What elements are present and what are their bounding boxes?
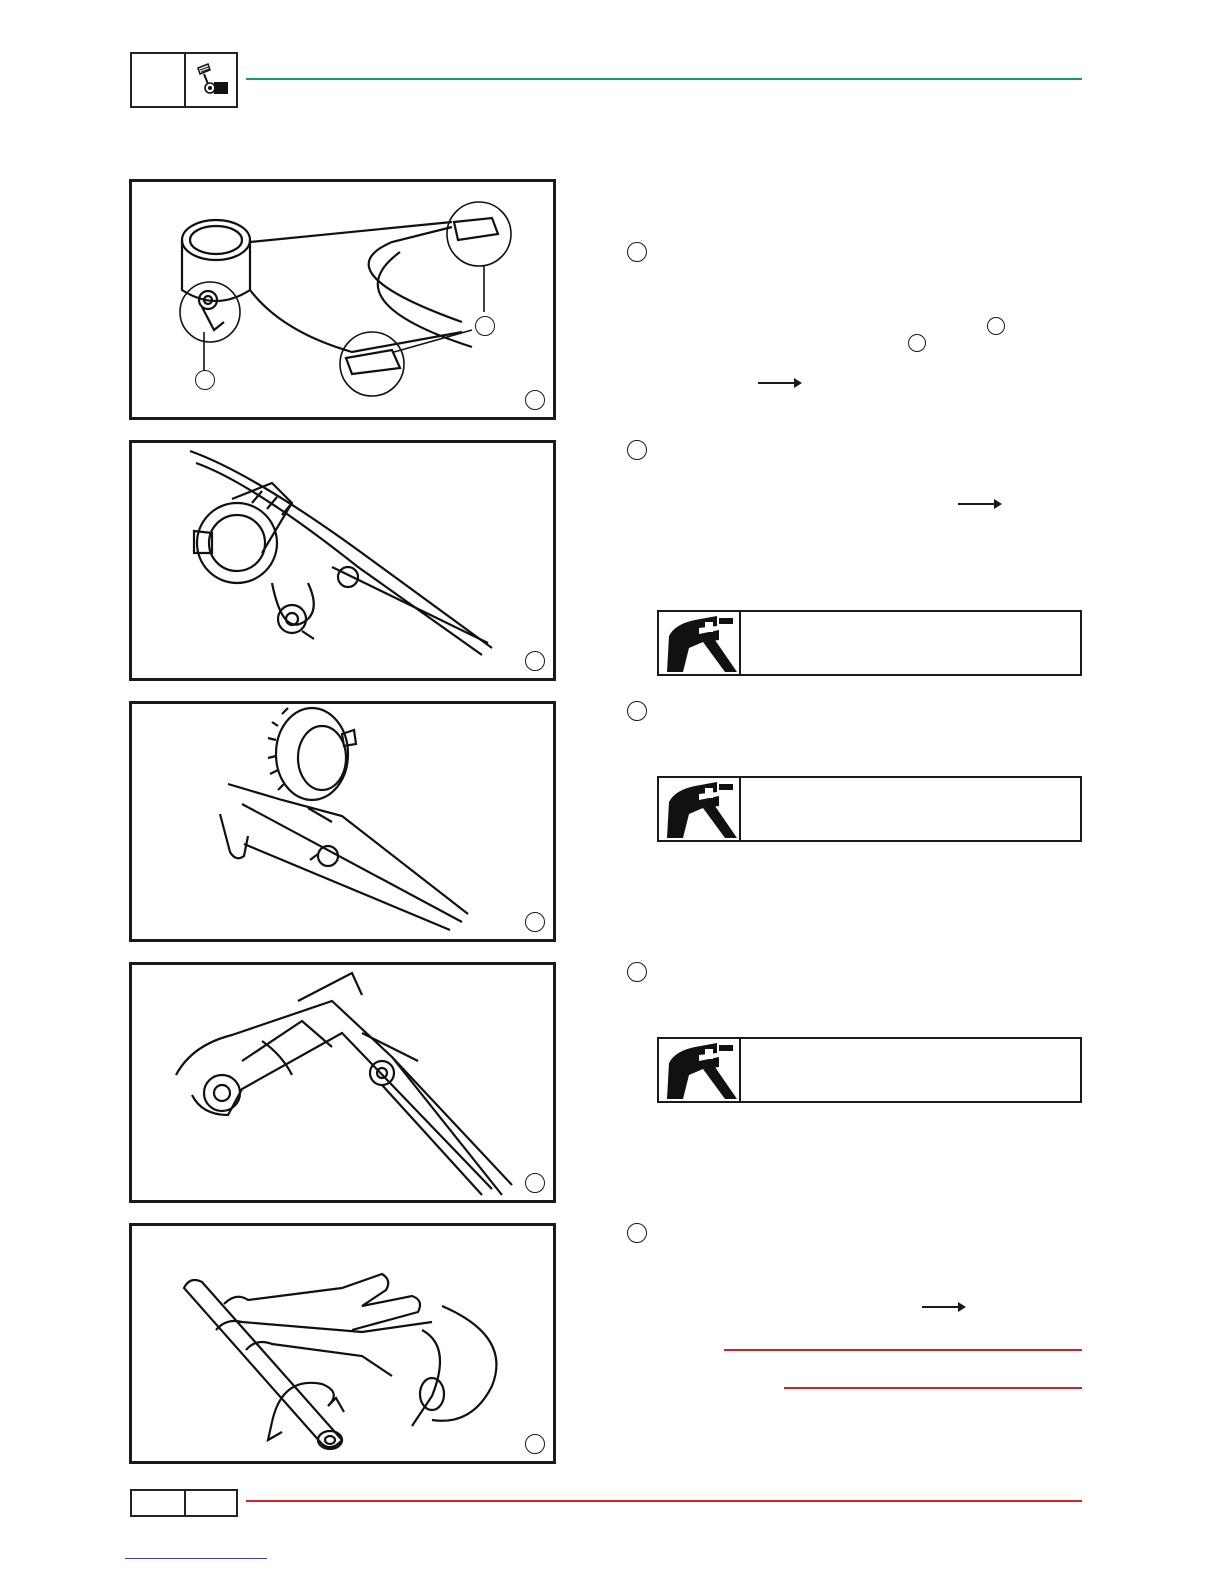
result-arrow <box>758 382 800 384</box>
footer-link-underline[interactable] <box>125 1558 267 1559</box>
step-marker-circle <box>627 242 647 262</box>
caliper-icon <box>659 612 741 674</box>
step-marker-circle <box>627 701 647 721</box>
figure-label-circle <box>525 912 545 932</box>
caliper-icon <box>659 778 741 840</box>
header-section-box <box>130 52 238 108</box>
spec-box <box>657 776 1082 842</box>
figure-label-circle <box>525 1434 545 1454</box>
note-rule <box>724 1349 1082 1351</box>
spec-box <box>657 610 1082 676</box>
figure-label-circle <box>525 390 545 410</box>
result-arrow <box>958 503 1000 505</box>
shaft-roll-illustration <box>129 1223 556 1464</box>
callout-circle <box>195 370 215 390</box>
result-arrow <box>922 1306 964 1308</box>
disassembly-icon <box>192 60 232 105</box>
step-marker-circle <box>627 962 647 982</box>
figure-label-circle <box>525 651 545 671</box>
callout-reference-circle <box>987 317 1005 335</box>
cam-groove-measure-illustration <box>129 962 556 1203</box>
note-rule <box>784 1387 1082 1389</box>
callout-circle <box>475 316 495 336</box>
footer-divider <box>184 1491 186 1515</box>
header-rule <box>246 78 1082 80</box>
gear-slot-measure-illustration <box>129 701 556 942</box>
fork-pawl-measure-illustration <box>129 440 556 681</box>
caliper-icon <box>659 1039 741 1101</box>
step-marker-circle <box>627 1223 647 1243</box>
spec-box <box>657 1037 1082 1103</box>
callout-reference-circle <box>908 334 926 352</box>
figure-label-circle <box>525 1173 545 1193</box>
header-divider <box>184 54 186 106</box>
shift-fork-illustration <box>129 179 556 420</box>
footer-page-box <box>130 1489 238 1517</box>
footer-rule <box>246 1500 1082 1502</box>
step-marker-circle <box>627 440 647 460</box>
